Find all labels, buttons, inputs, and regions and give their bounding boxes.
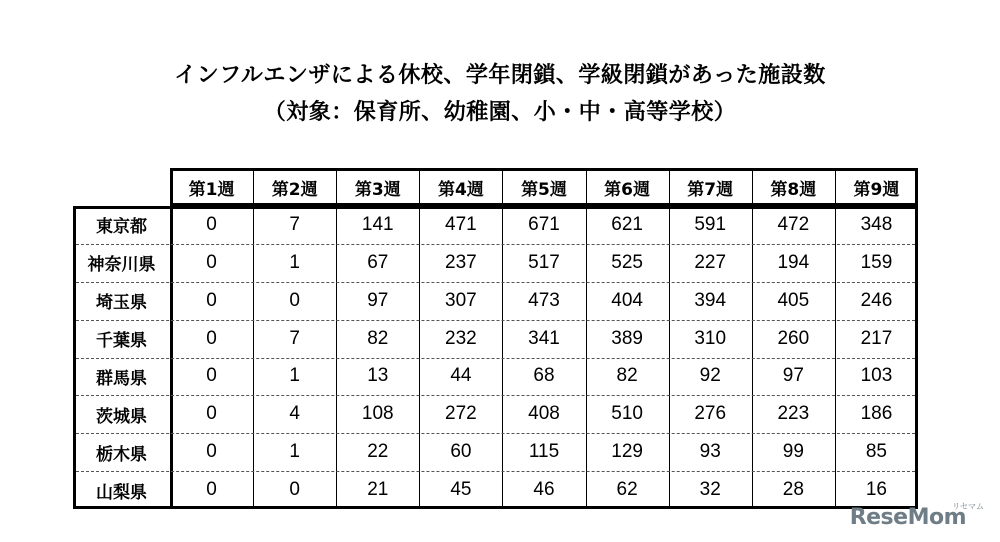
row-header: 茨城県 (96, 406, 147, 427)
table-cell: 159 (860, 251, 893, 273)
column-header: 第7週 (687, 179, 734, 200)
table-cell: 0 (206, 251, 217, 273)
column-header: 第2週 (271, 179, 318, 200)
table-cell: 517 (528, 251, 560, 273)
table-cell: 591 (694, 213, 727, 235)
table-cell: 525 (611, 251, 643, 273)
table-cell: 223 (777, 403, 810, 425)
table-cell: 272 (445, 403, 477, 425)
column-header: 第5週 (521, 179, 567, 200)
table-cell: 0 (206, 441, 217, 463)
column-header: 第8週 (770, 179, 817, 200)
table-cell: 307 (445, 289, 477, 311)
row-header: 埼玉県 (96, 293, 147, 314)
table-cell: 0 (289, 479, 300, 501)
row-header: 神奈川県 (87, 255, 156, 276)
table-cell: 405 (777, 289, 810, 311)
table-cell: 129 (611, 441, 643, 463)
table-cell: 13 (367, 365, 389, 387)
column-header: 第4週 (437, 179, 484, 200)
table-cell: 7 (289, 327, 300, 349)
table-cell: 82 (616, 365, 638, 387)
resemom-logo: ReseMom (849, 505, 966, 530)
table-cell: 103 (860, 365, 893, 387)
table-cell: 1 (289, 365, 300, 387)
table-cell: 4 (289, 403, 300, 425)
table-cell: 0 (206, 403, 217, 425)
table-cell: 21 (367, 479, 389, 501)
table-cell: 67 (367, 251, 389, 273)
table-cell: 0 (206, 327, 217, 349)
table-cell: 246 (860, 289, 893, 311)
table-cell: 237 (445, 251, 477, 273)
row-header: 栃木県 (96, 444, 147, 465)
table-cell: 276 (694, 403, 727, 425)
table-cell: 92 (699, 365, 721, 387)
table-cell: 0 (206, 365, 217, 387)
table-cell: 108 (361, 403, 394, 425)
table-cell: 44 (450, 365, 472, 387)
table-cell: 217 (860, 327, 893, 349)
table-cell: 0 (206, 289, 217, 311)
table-cell: 82 (367, 327, 389, 349)
table-cell: 93 (699, 441, 721, 463)
table-cell: 1 (289, 251, 300, 273)
table-cell: 671 (528, 213, 560, 235)
table-cell: 389 (611, 327, 643, 349)
watermark-small-text: リセマム (952, 502, 984, 511)
title-line-1: インフルエンザによる休校、学年閉鎖、学級閉鎖があった施設数 (174, 63, 826, 88)
table-cell: 408 (528, 403, 560, 425)
table-cell: 0 (289, 289, 300, 311)
row-header: 群馬県 (96, 368, 147, 389)
column-header: 第9週 (853, 179, 900, 200)
table-cell: 115 (528, 441, 560, 463)
table-cell: 404 (611, 289, 643, 311)
table-cell: 16 (865, 479, 887, 501)
column-header: 第3週 (354, 179, 401, 200)
table-cell: 0 (206, 213, 217, 235)
table-cell: 62 (616, 479, 638, 501)
table-cell: 473 (528, 289, 560, 311)
table-cell: 22 (367, 441, 389, 463)
table-cell: 60 (450, 441, 472, 463)
table-cell: 0 (206, 479, 217, 501)
row-header: 東京都 (96, 217, 147, 238)
table-cell: 310 (694, 327, 727, 349)
table-cell: 232 (445, 327, 477, 349)
row-header: 千葉県 (96, 331, 147, 352)
table-cell: 141 (361, 213, 394, 235)
table-cell: 97 (782, 365, 804, 387)
table-cell: 227 (694, 251, 727, 273)
table-cell: 32 (699, 479, 721, 501)
table-cell: 7 (289, 213, 300, 235)
row-header: 山梨県 (96, 482, 147, 503)
table-cell: 85 (865, 441, 887, 463)
column-header: 第1週 (188, 179, 235, 200)
table-cell: 471 (445, 213, 477, 235)
table-cell: 28 (782, 479, 804, 501)
table-cell: 46 (533, 479, 555, 501)
data-table (73, 168, 918, 509)
table-cell: 68 (533, 365, 555, 387)
table-cell: 194 (777, 251, 810, 273)
column-header: 第6週 (604, 179, 651, 200)
table-cell: 1 (289, 441, 300, 463)
table-cell: 186 (860, 403, 893, 425)
table-cell: 97 (367, 289, 389, 311)
table-cell: 260 (777, 327, 810, 349)
table-cell: 621 (611, 213, 643, 235)
title-line-2: （対象：保育所、幼稚園、小・中・高等学校） (263, 100, 737, 125)
table-cell: 45 (450, 479, 472, 501)
table-cell: 394 (694, 289, 727, 311)
table-cell: 341 (528, 327, 560, 349)
table-cell: 348 (860, 213, 893, 235)
table-cell: 472 (777, 213, 810, 235)
table-cell: 99 (782, 441, 804, 463)
table-cell: 510 (611, 403, 643, 425)
